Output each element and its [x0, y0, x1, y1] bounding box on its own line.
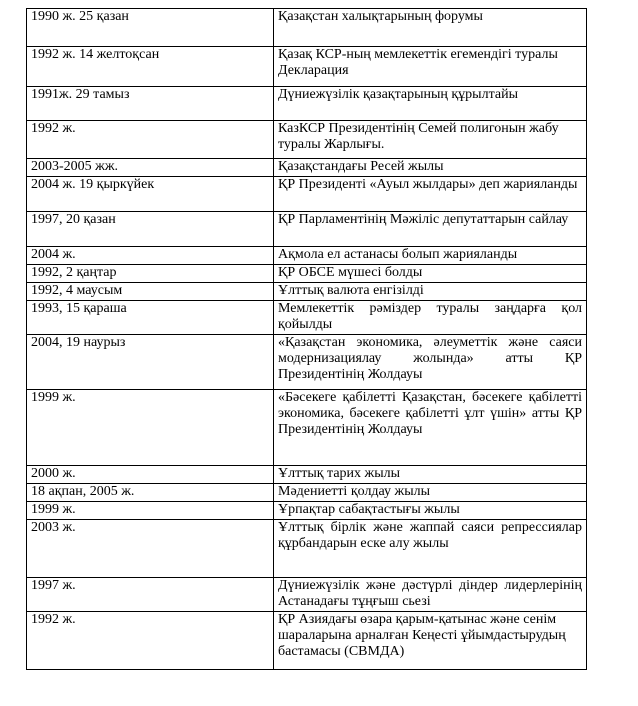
table-row [27, 466, 587, 484]
table-row [27, 177, 587, 212]
date-cell: 2004 ж. 19 қыркүйек [27, 177, 274, 212]
event-cell: Ұлттық валюта енгізілді [274, 283, 587, 301]
event-cell: «Қазақстан экономика, әлеуметтік және саяси модернизациялау жолында» атты ҚР Президентінің Жолдауы [274, 335, 587, 390]
table-row [27, 484, 587, 502]
date-cell: 2004 ж. [27, 247, 274, 265]
table-row [27, 265, 587, 283]
table-row [27, 390, 587, 466]
date-cell: 2003 ж. [27, 520, 274, 578]
date-cell: 1999 ж. [27, 390, 274, 466]
date-cell: 1992 ж. [27, 612, 274, 670]
date-cell: 1992 ж. 14 желтоқсан [27, 47, 274, 87]
table-row [27, 520, 587, 578]
event-cell: ҚР ОБСЕ мүшесі болды [274, 265, 587, 283]
table-row [27, 47, 587, 87]
date-cell: 2004, 19 наурыз [27, 335, 274, 390]
date-cell: 1993, 15 қараша [27, 301, 274, 335]
date-cell: 1992 ж. [27, 121, 274, 159]
date-cell: 1991ж. 29 тамыз [27, 87, 274, 121]
event-cell: Ұлттық бірлік және жаппай саяси репрессиялар құрбандарын еске алу жылы [274, 520, 587, 578]
table-row [27, 502, 587, 520]
table-row [27, 335, 587, 390]
table-row [27, 612, 587, 670]
date-cell: 1997, 20 қазан [27, 212, 274, 247]
event-cell: Ұрпақтар сабақтастығы жылы [274, 502, 587, 520]
event-cell: Қазақстандағы Ресей жылы [274, 159, 587, 177]
events-table-body [27, 9, 587, 670]
table-row [27, 87, 587, 121]
date-cell: 1992, 2 қаңтар [27, 265, 274, 283]
event-cell: Ақмола ел астанасы болып жарияланды [274, 247, 587, 265]
table-row [27, 283, 587, 301]
table-row [27, 9, 587, 47]
events-table [26, 8, 587, 670]
event-cell: Дүниежүзілік қазақтарының құрылтайы [274, 87, 587, 121]
table-row [27, 578, 587, 612]
date-cell: 2000 ж. [27, 466, 274, 484]
date-cell: 2003-2005 жж. [27, 159, 274, 177]
event-cell: ҚР Парламентінің Мәжіліс депутаттарын сайлау [274, 212, 587, 247]
table-row [27, 121, 587, 159]
event-cell: Қазақстан халықтарының форумы [274, 9, 587, 47]
date-cell: 1992, 4 маусым [27, 283, 274, 301]
table-row [27, 301, 587, 335]
table-row [27, 159, 587, 177]
table-row [27, 212, 587, 247]
event-cell: «Бәсекеге қабілетті Қазақстан, бәсекеге қабілетті экономика, бәсекеге қабілетті ұлт үшін» атты ҚР Президентінің Жолдауы [274, 390, 587, 466]
event-cell: КазКСР Президентінің Семей полигонын жабу туралы Жарлығы. [274, 121, 587, 159]
date-cell: 1990 ж. 25 қазан [27, 9, 274, 47]
event-cell: ҚР Президенті «Ауыл жылдары» деп жарияланды [274, 177, 587, 212]
event-cell: Ұлттық тарих жылы [274, 466, 587, 484]
date-cell: 18 ақпан, 2005 ж. [27, 484, 274, 502]
event-cell: Қазақ КСР-ның мемлекеттік егемендігі туралы Декларация [274, 47, 587, 87]
date-cell: 1997 ж. [27, 578, 274, 612]
event-cell: ҚР Азиядағы өзара қарым-қатынас және сенім шараларына арналған Кеңесті ұйымдастырудың бастамасы (СВМДА) [274, 612, 587, 670]
event-cell: Мәдениетті қолдау жылы [274, 484, 587, 502]
table-row [27, 247, 587, 265]
date-cell: 1999 ж. [27, 502, 274, 520]
event-cell: Дүниежүзілік және дәстүрлі діндер лидерлерінің Астанадағы тұңғыш сьезі [274, 578, 587, 612]
event-cell: Мемлекеттік рәміздер туралы заңдарға қол қойылды [274, 301, 587, 335]
